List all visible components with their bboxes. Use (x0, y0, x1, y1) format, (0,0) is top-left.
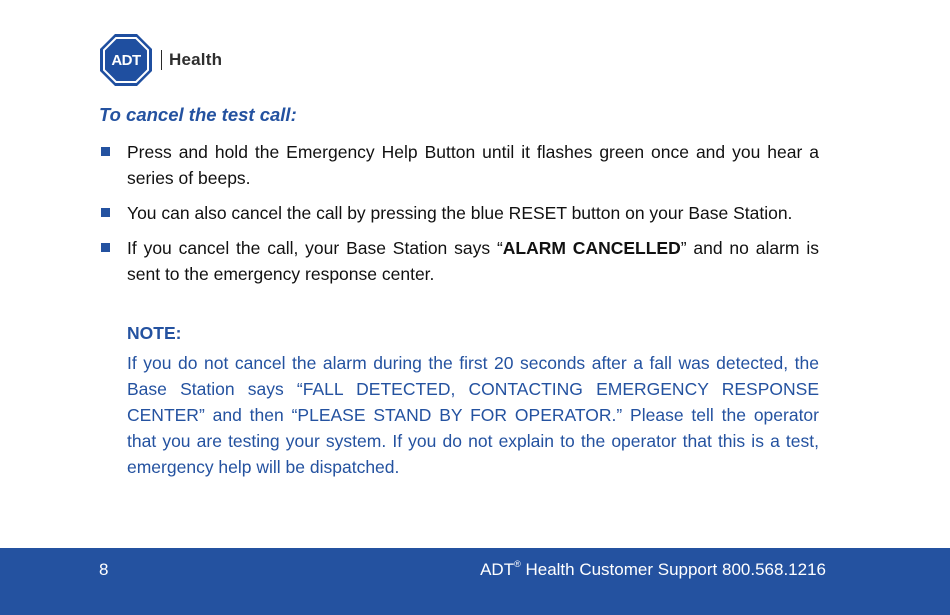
page-number: 8 (99, 560, 109, 579)
list-item (99, 139, 819, 191)
instruction-list (99, 139, 819, 296)
note-block (127, 320, 819, 480)
registered-mark: ® (514, 559, 521, 570)
support-text: Health Customer Support 800.568.1216 (520, 560, 826, 579)
list-item (99, 235, 819, 287)
section-heading: To cancel the test call: (99, 104, 297, 125)
footer-brand: ADT (480, 560, 515, 579)
bullet-text-bold: ALARM CANCELLED (502, 238, 681, 258)
brand-logo (99, 33, 222, 87)
list-item (99, 200, 819, 226)
note-body: If you do not cancel the alarm during the first 20 seconds after a fall was detected, the Base Station says “FALL DETECTED, CONTACTING EMERGENCY RESPONSE CENTER” and then “PLEASE STAND BY FOR OPERATOR.” Please tell the operator that you are testing your system. If you do not explain to the operator that this is a test, emergency help will be dispatched. (127, 353, 819, 477)
support-line (480, 560, 826, 580)
bullet-text-pre: If you cancel the call, your Base Station says “ (127, 238, 503, 258)
bullet-square-icon (101, 147, 110, 156)
logo-divider (161, 50, 162, 70)
bullet-text: You can also cancel the call by pressing the blue RESET button on your Base Station. (127, 203, 793, 223)
note-title: NOTE: (127, 323, 182, 343)
bullet-text: Press and hold the Emergency Help Button until it flashes green once and you hear a series of beeps. (127, 142, 819, 188)
adt-octagon-logo-icon (99, 33, 153, 87)
bullet-square-icon (101, 243, 110, 252)
bullet-text-post: ” and no alarm is sent to the emergency response center. (127, 238, 819, 284)
logo-text: ADT (111, 52, 141, 69)
bullet-square-icon (101, 208, 110, 217)
footer-bar (0, 548, 950, 615)
brand-label: Health (169, 50, 223, 69)
